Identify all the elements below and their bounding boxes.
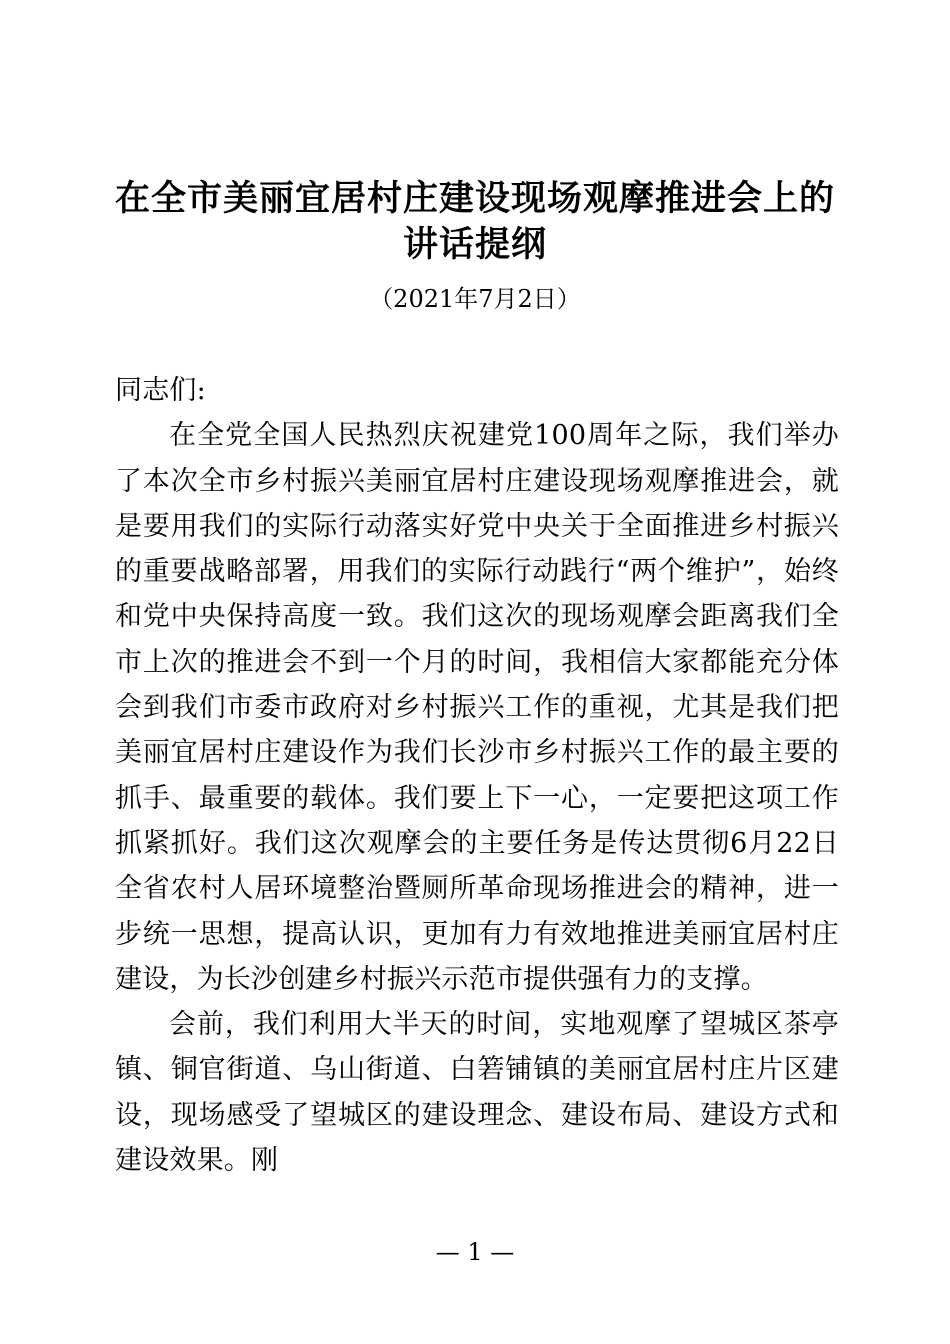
document-body [115,368,839,1183]
paragraph-2: 会前，我们利用大半天的时间，实地观摩了望城区茶亭镇、铜官街道、乌山街道、白箬铺镇的美丽宜居村庄片区建设，现场感受了望城区的建设理念、建设布局、建设方式和建设效果。刚 [115,1009,839,1177]
document-title-line-1: 在全市美丽宜居村庄建设现场观摩推进会上的 [114,179,835,219]
page-number: — 1 — [435,1238,515,1266]
salutation: 同志们: [115,375,206,406]
paragraph-1: 在全党全国人民热烈庆祝建党100周年之际，我们举办了本次全市乡村振兴美丽宜居村庄建设现场观摩推进会，就是要用我们的实际行动落实好党中央关于全面推进乡村振兴的重要战略部署，用我们的实际行动践行“两个维护”，始终和党中央保持高度一致。我们这次的现场观摩会距离我们全市上次的推进会不到一个月的时间，我相信大家都能充分体会到我们市委市政府对乡村振兴工作的重视，尤其是我们把美丽宜居村庄建设作为我们长沙市乡村振兴工作的最主要的抓手、最重要的载体。我们要上下一心，一定要把这项工作抓紧抓好。我们这次观摩会的主要任务是传达贯彻6月22日全省农村人居环境整治暨厕所革命现场推进会的精神，进一步统一思想，提高认识，更加有力有效地推进美丽宜居村庄建设，为长沙创建乡村振兴示范市提供强有力的支撑。 [115,420,839,995]
document-title-line-2: 讲话提纲 [402,225,547,265]
document-date: （2021年7月2日） [369,285,581,313]
